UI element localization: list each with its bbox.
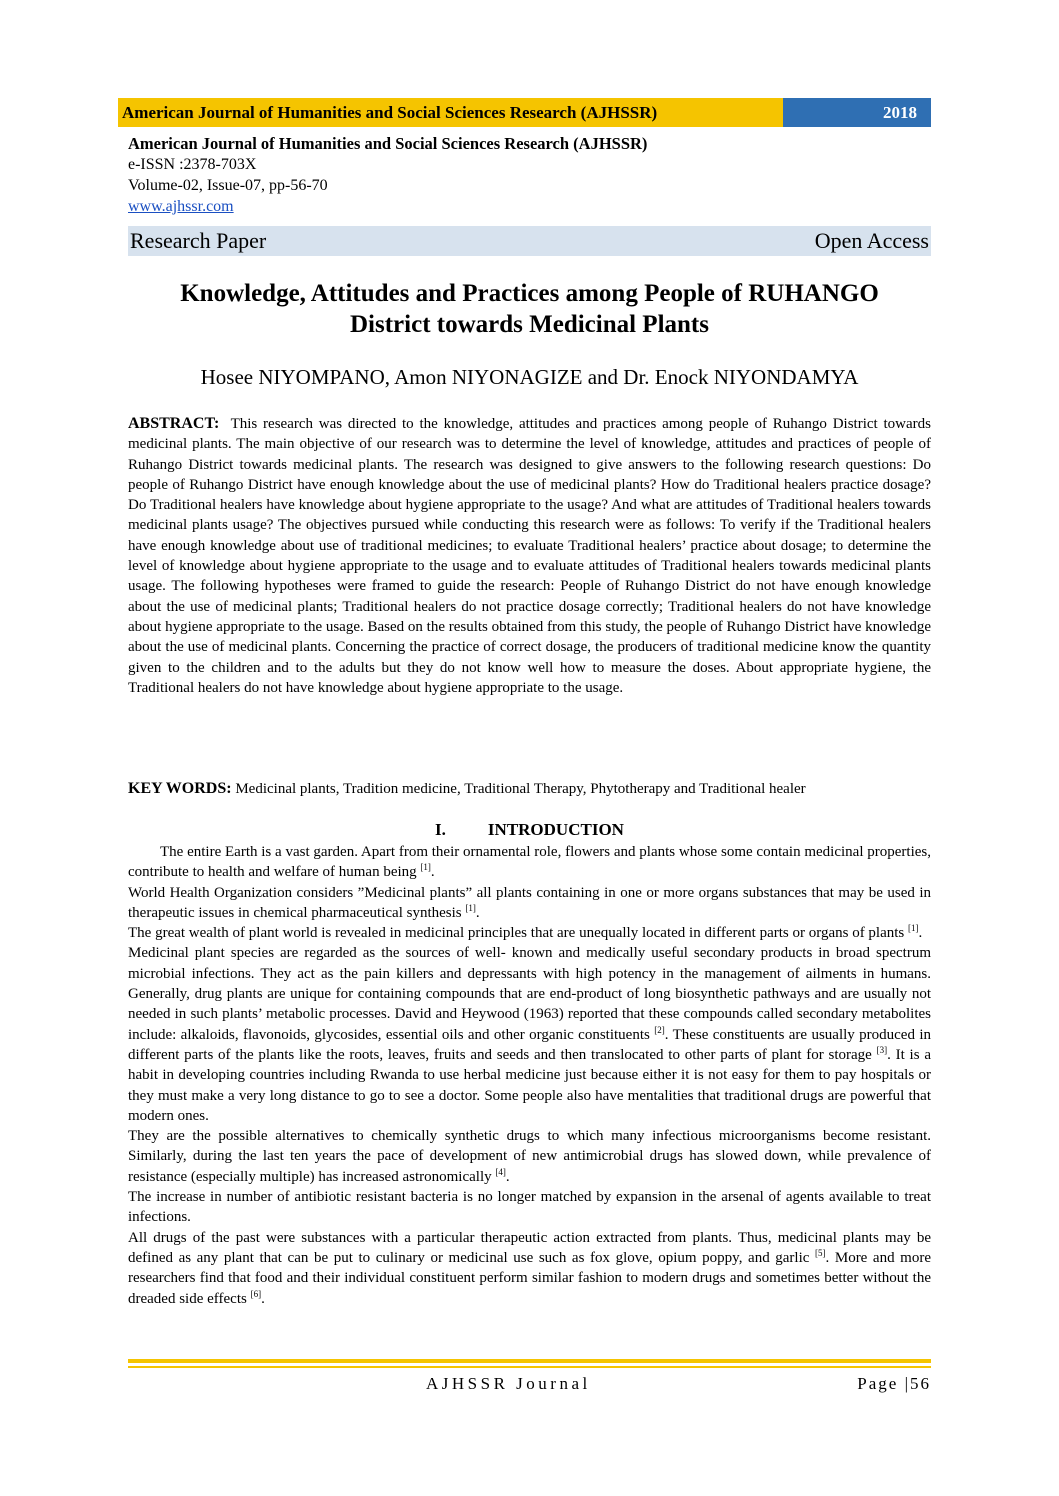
paragraph-end: . — [505, 1168, 510, 1185]
section-number: I. — [435, 820, 446, 839]
paper-title — [118, 278, 941, 340]
introduction-body — [128, 842, 931, 1309]
paragraph — [128, 1228, 931, 1309]
footer-page-number: Page |56 — [857, 1374, 931, 1393]
citation[interactable]: [5] — [815, 1247, 826, 1258]
volume-issue: Volume-02, Issue-07, pp-56-70 — [128, 177, 328, 194]
citation[interactable]: [1] — [908, 923, 919, 934]
footer-journal: AJHSSR Journal — [426, 1374, 591, 1393]
footer-rule-bottom — [128, 1366, 931, 1368]
keywords — [128, 779, 931, 799]
issn: e-ISSN :2378-703X — [128, 156, 257, 173]
paper-title-line-2: District towards Medicinal Plants — [350, 311, 709, 338]
paragraph — [128, 1126, 931, 1187]
running-header-journal: American Journal of Humanities and Social Sciences Research (AJHSSR) — [118, 98, 783, 127]
footer-rule-top — [128, 1359, 931, 1363]
citation[interactable]: [1] — [420, 862, 431, 873]
journal-meta — [128, 133, 931, 217]
paragraph — [128, 1187, 931, 1228]
paragraph-end: . — [261, 1290, 265, 1307]
paragraph — [128, 883, 931, 924]
paragraph-text: Medicinal plant species are regarded as the sources of well- known and medically useful secondary products in broad spectrum microbial infections. They act as the pain killers and depressants with high potency in the management of ailments in humans. Generally, drug plants are unique for containing compounds that are end-product of long biosynthetic pathways and are usually not needed in such plants’ metabolic processes. David and Heywood (1963) reported that these compounds called secondary metabolites include: alkaloids, flavonoids, glycosides, essential oils and other organic constituents — [128, 945, 931, 1043]
abstract — [128, 414, 931, 698]
running-header-year: 2018 — [783, 98, 931, 127]
citation[interactable]: [3] — [876, 1044, 888, 1055]
citation[interactable]: [1] — [465, 902, 476, 913]
citation[interactable]: [4] — [495, 1166, 506, 1177]
citation[interactable]: [6] — [250, 1288, 262, 1299]
journal-website-link[interactable]: www.ajhssr.com — [128, 198, 234, 215]
paragraph-text: World Health Organization considers ”Medicinal plants” all plants containing in one or more organs substances that may be used in therapeutic issues in chemical pharmaceutical synthesis — [128, 884, 931, 921]
paragraph — [128, 842, 931, 883]
citation[interactable]: [2] — [654, 1024, 665, 1035]
keywords-label: KEY WORDS: — [128, 780, 232, 797]
paper-title-line-1: Knowledge, Attitudes and Practices among People of RUHANGO — [180, 280, 879, 307]
keywords-text: Medicinal plants, Tradition medicine, Traditional Therapy, Phytotherapy and Traditional healer — [235, 781, 806, 797]
paragraph-text: The great wealth of plant world is revealed in medicinal principles that are unequally located in different parts or organs of plants — [128, 925, 909, 942]
paragraph — [128, 943, 931, 1126]
section-title: INTRODUCTION — [487, 820, 624, 839]
journal-name: American Journal of Humanities and Social Sciences Research (AJHSSR) — [128, 134, 648, 153]
paragraph — [128, 923, 931, 943]
authors: Hosee NIYOMPANO, Amon NIYONAGIZE and Dr. Enock NIYONDAMYA — [200, 365, 859, 389]
paragraph-text: The increase in number of antibiotic resistant bacteria is no longer matched by expansion in the arsenal of agents available to treat infections. — [128, 1189, 931, 1226]
page-footer — [128, 1374, 931, 1394]
running-header — [118, 98, 931, 127]
paragraph-end: . — [475, 904, 480, 921]
article-type-bar — [128, 226, 931, 256]
abstract-label: ABSTRACT: — [128, 415, 220, 432]
paragraph-text: The entire Earth is a vast garden. Apart from their ornamental role, flowers and plants whose some contain medicinal properties, contribute to health and welfare of human being — [128, 844, 931, 881]
section-heading — [128, 820, 931, 840]
paragraph-text: They are the possible alternatives to chemically synthetic drugs to which many infectious microorganisms become resistant. Similarly, during the last ten years the pace of development of new antimicrobial drugs has slowed down, while prevalence of resistance (especially multiple) has increased astronomically — [128, 1128, 931, 1185]
paragraph-end: . — [918, 925, 923, 942]
paragraph-text: All drugs of the past were substances with a particular therapeutic action extracted from plants. Thus, medicinal plants may be defined as any plant that can be put to culinary or medicinal use such as fox glove, opium poppy, and garlic — [128, 1229, 931, 1266]
abstract-text: This research was directed to the knowledge, attitudes and practices among people of Ruhango District towards medicinal plants. The main objective of our research was to determine the level of knowledge, attitudes and practices of people of Ruhango District towards medicinal plants. The research was designed to give answers to the following research questions: Do people of Ruhango District have enough knowledge about the use of medicinal plants? How do Traditional healers practice dosage? Do Traditional healers have knowledge about hygiene appropriate to the usage? And what are attitudes of Traditional healers towards medicinal plants usage? The objectives pursued while conducting this research were as follows: To verify if the Traditional healers have enough knowledge about use of traditional medicines; to evaluate Traditional healers’ practice about dosage; to determine the level of knowledge about hygiene appropriate to the usage and to evaluate attitudes of Traditional healers towards medicinal plants usage. The following hypotheses were framed to guide the research: People of Ruhango District do not have enough knowledge about the use of medicinal plants; Traditional healers do not practice dosage correctly; Traditional healers do not have knowledge about hygiene appropriate to the usage. Based on the results obtained from this study, the people of Ruhango District have knowledge about the use of medicinal plants. Concerning the practice of correct dosage, the producers of traditional medicine know the quantity given to the children and to the adults but they do not know well how to measure the doses. About appropriate hygiene, the Traditional healers do not have knowledge about hygiene appropriate to the usage. — [128, 416, 931, 696]
article-type: Research Paper — [130, 228, 267, 253]
access-type: Open Access — [814, 228, 929, 253]
paragraph-text: . More and more researchers find that food and their individual constituent perform similar fashion to modern drugs and sometimes better without the dreaded side effects — [128, 1249, 931, 1307]
paragraph-end: . — [430, 864, 435, 881]
paragraph-text: . It is a habit in developing countries including Rwanda to use herbal medicine just because either it is not easy for them to pay hospitals or they must make a very long distance to go to see a doctor. Some people also have mentalities that traditional drugs are powerful that modern ones. — [128, 1046, 931, 1124]
paragraph-text: . These constituents are usually produced in different parts of the plants like the roots, leaves, fruits and seeds and then translocated to other parts of plant for storage — [128, 1026, 931, 1063]
